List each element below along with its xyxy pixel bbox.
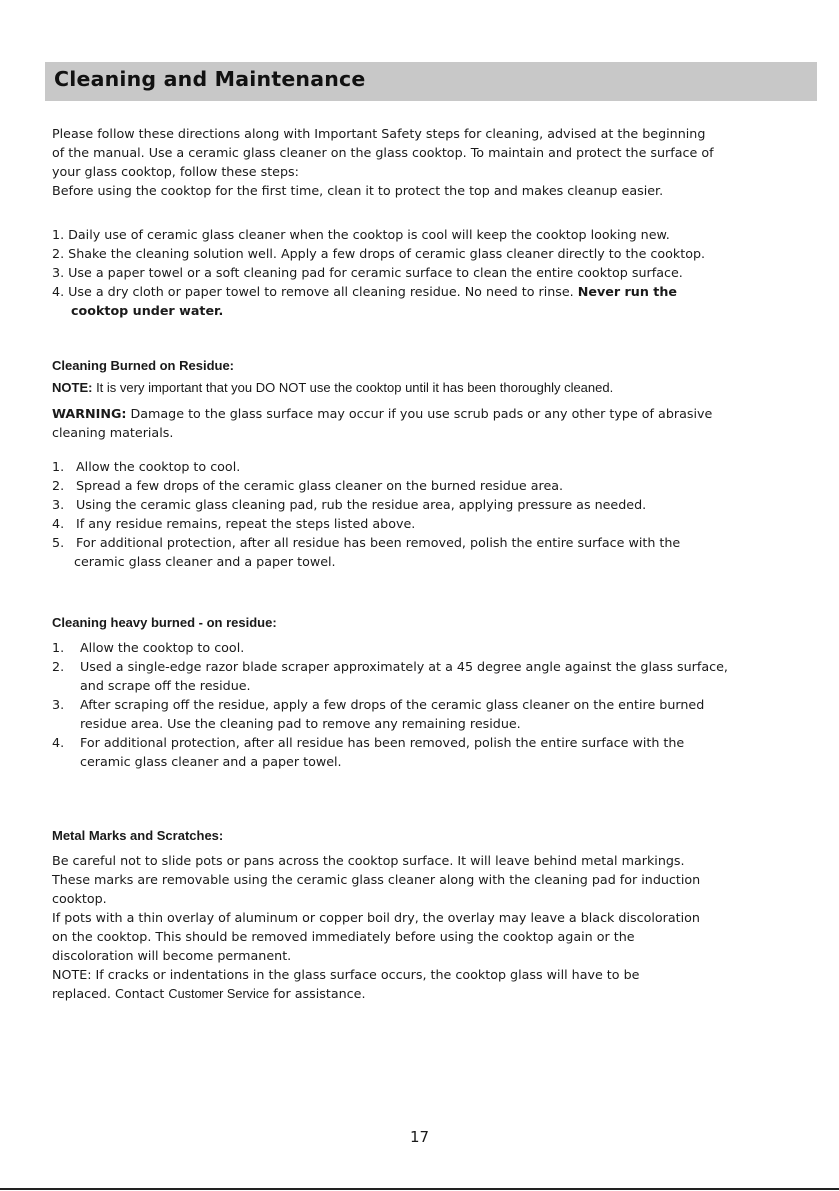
section-header-bar: [45, 62, 817, 101]
note-line: [52, 380, 613, 395]
list-item: [52, 282, 792, 301]
paragraph-line: cooktop.: [52, 891, 107, 906]
list-item: [52, 638, 792, 657]
paragraph-line: These marks are removable using the ceramic glass cleaner along with the cleaning pad for induction: [52, 872, 701, 887]
list-item: [52, 657, 792, 676]
list-item-text: For additional protection, after all residue has been removed, polish the entire surface with the: [80, 735, 685, 750]
page-number: 17: [409, 1128, 430, 1146]
paragraph-line: on the cooktop. This should be removed immediately before using the cooktop again or the: [52, 929, 635, 944]
paragraph-line: [52, 984, 792, 1004]
list-number: 1.: [52, 459, 65, 474]
list-item: [52, 733, 792, 752]
bottom-divider: [0, 1188, 839, 1190]
list-item: 2. Shake the cleaning solution well. Apply a few drops of ceramic glass cleaner directly to the cooktop.: [52, 246, 706, 261]
daily-steps-list: [52, 225, 792, 320]
list-item-text: 4. Use a dry cloth or paper towel to remove all cleaning residue. No need to rinse.: [52, 284, 578, 299]
metal-paragraph: [52, 851, 792, 1004]
paragraph-line: If pots with a thin overlay of aluminum or copper boil dry, the overlay may leave a black discoloration: [52, 910, 700, 925]
burned-steps-list: [52, 457, 792, 571]
list-number: 4.: [52, 516, 65, 531]
intro-line: Please follow these directions along with Important Safety steps for cleaning, advised at the beginning: [52, 126, 706, 141]
customer-service-text: Customer Service: [168, 987, 270, 1001]
list-item: 1. Daily use of ceramic glass cleaner when the cooktop is cool will keep the cooktop looking new.: [52, 227, 670, 242]
list-item-continuation: ceramic glass cleaner and a paper towel.: [74, 554, 336, 569]
warning-line: cleaning materials.: [52, 425, 174, 440]
list-item-text: Using the ceramic glass cleaning pad, rub the residue area, applying pressure as needed.: [76, 497, 647, 512]
paragraph-line: NOTE: If cracks or indentations in the glass surface occurs, the cooktop glass will have to be: [52, 967, 640, 982]
page-title: Cleaning and Maintenance: [54, 67, 366, 91]
list-item-text: Spread a few drops of the ceramic glass cleaner on the burned residue area.: [76, 478, 564, 493]
list-number: 2.: [52, 659, 65, 674]
list-item-continuation: [52, 301, 792, 320]
list-item-text: Allow the cooktop to cool.: [76, 459, 241, 474]
note-text: It is very important that you DO NOT use the cooktop until it has been thoroughly cleaned.: [92, 380, 614, 395]
paragraph-line: discoloration will become permanent.: [52, 948, 292, 963]
intro-paragraph: [52, 124, 792, 200]
list-number: 4.: [52, 735, 65, 750]
warning-paragraph: [52, 404, 792, 442]
list-item: [52, 514, 792, 533]
list-item: [52, 495, 792, 514]
list-number: 2.: [52, 478, 65, 493]
list-item-continuation: ceramic glass cleaner and a paper towel.: [80, 754, 342, 769]
list-item-text: After scraping off the residue, apply a few drops of the ceramic glass cleaner on the entire burned: [80, 697, 705, 712]
intro-line: Before using the cooktop for the first time, clean it to protect the top and makes cleanup easier.: [52, 183, 664, 198]
paragraph-text: replaced. Contact: [52, 986, 169, 1001]
list-item-text: For additional protection, after all residue has been removed, polish the entire surface with the: [76, 535, 681, 550]
list-item-continuation: and scrape off the residue.: [80, 678, 251, 693]
warning-emphasis: cooktop under water.: [71, 303, 224, 318]
list-item: [52, 476, 792, 495]
list-item: [52, 695, 792, 714]
list-number: 1.: [52, 640, 65, 655]
warning-line: [52, 404, 792, 423]
heavy-steps-list: [52, 638, 792, 771]
paragraph-line: Be careful not to slide pots or pans across the cooktop surface. It will leave behind metal markings.: [52, 853, 685, 868]
warning-text: Damage to the glass surface may occur if you use scrub pads or any other type of abrasive: [126, 406, 713, 421]
list-item-continuation: residue area. Use the cleaning pad to remove any remaining residue.: [80, 716, 521, 731]
warning-label: WARNING:: [52, 406, 127, 421]
note-label: NOTE:: [52, 380, 93, 395]
intro-line: your glass cooktop, follow these steps:: [52, 164, 299, 179]
list-number: 5.: [52, 535, 65, 550]
list-item: [52, 457, 792, 476]
paragraph-text: for assistance.: [269, 986, 366, 1001]
list-item-text: If any residue remains, repeat the steps listed above.: [76, 516, 416, 531]
list-item: 3. Use a paper towel or a soft cleaning pad for ceramic surface to clean the entire cooktop surface.: [52, 265, 683, 280]
section-heading-burned: Cleaning Burned on Residue:: [52, 358, 235, 373]
list-item-text: Allow the cooktop to cool.: [80, 640, 245, 655]
section-heading-metal: Metal Marks and Scratches:: [52, 828, 224, 843]
list-item-text: Used a single-edge razor blade scraper approximately at a 45 degree angle against the glass surface,: [80, 659, 728, 674]
list-item: [52, 533, 792, 552]
list-number: 3.: [52, 697, 65, 712]
list-number: 3.: [52, 497, 65, 512]
intro-line: of the manual. Use a ceramic glass cleaner on the glass cooktop. To maintain and protect the surface of: [52, 145, 714, 160]
section-heading-heavy: Cleaning heavy burned - on residue:: [52, 615, 277, 630]
warning-emphasis: Never run the: [577, 284, 677, 299]
